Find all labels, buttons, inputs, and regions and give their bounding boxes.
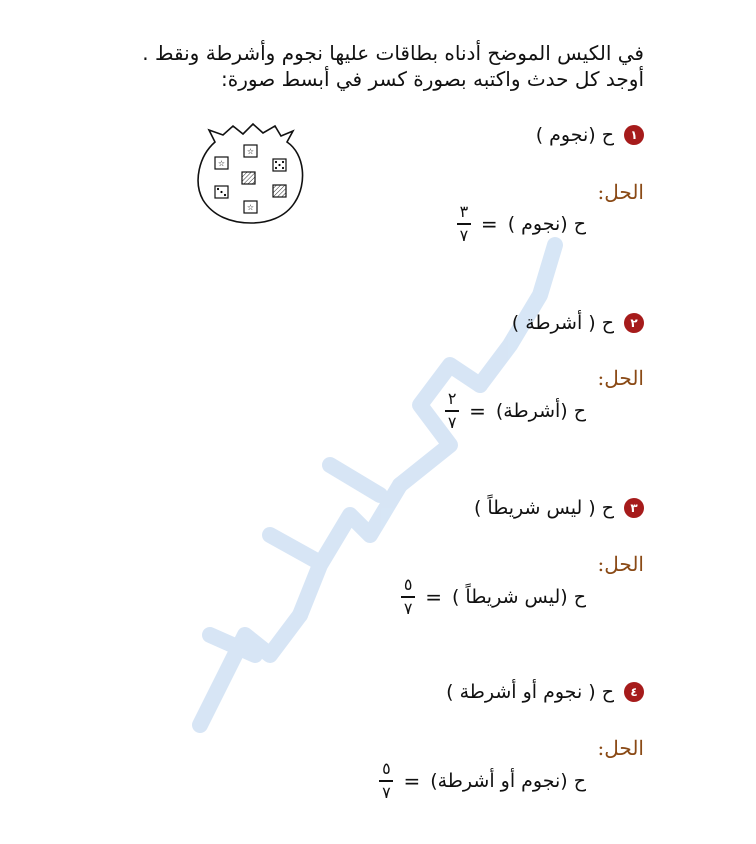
card-stripe-1 xyxy=(242,172,255,184)
fraction-bar xyxy=(445,410,459,412)
question-text: ح ( نجوم أو أشرطة ) xyxy=(446,681,614,703)
fraction-denominator: ٧ xyxy=(403,599,413,618)
fraction-numerator: ٣ xyxy=(459,202,469,221)
answer-3 xyxy=(401,576,586,618)
question-text: ح (نجوم ) xyxy=(535,124,614,146)
solution-label: الحل: xyxy=(597,552,644,576)
question-number-badge: ٣ xyxy=(624,498,644,518)
equals-sign: = xyxy=(480,212,498,236)
equals-sign: = xyxy=(469,399,486,423)
question-2 xyxy=(512,312,644,334)
fraction xyxy=(401,576,415,618)
card-dots-2 xyxy=(215,186,228,198)
question-text: ح ( ليس شريطاً ) xyxy=(473,497,614,519)
intro-line-2: أوجد كل حدث واكتبه بصورة كسر في أبسط صورة: xyxy=(221,67,644,91)
fraction-bar xyxy=(457,223,471,225)
fraction-bar xyxy=(401,596,415,598)
fraction-bar xyxy=(379,780,393,782)
question-number-badge: ١ xyxy=(624,125,644,145)
fraction-numerator: ٢ xyxy=(447,389,457,408)
answer-expression: ح (أشرطة) xyxy=(495,400,586,422)
svg-text:☆: ☆ xyxy=(246,203,255,212)
fraction-numerator: ٥ xyxy=(382,759,391,778)
question-1 xyxy=(536,124,644,146)
answer-expression: ح (ليس شريطاً ) xyxy=(451,586,586,608)
question-number-badge: ٤ xyxy=(624,682,644,702)
solution-label: الحل: xyxy=(597,180,644,204)
answer-expression: ح (نجوم أو أشرطة) xyxy=(430,770,586,792)
question-4 xyxy=(446,681,644,703)
card-star-2 xyxy=(244,145,257,157)
answer-4 xyxy=(379,760,586,802)
svg-text:☆: ☆ xyxy=(246,147,255,156)
question-3 xyxy=(474,497,644,519)
fraction xyxy=(379,760,393,802)
fraction-denominator: ٧ xyxy=(447,413,457,432)
fraction xyxy=(457,203,471,245)
svg-text:☆: ☆ xyxy=(217,159,226,168)
answer-2 xyxy=(445,390,586,432)
solution-label: الحل: xyxy=(597,736,644,760)
answer-expression: ح (نجوم ) xyxy=(507,213,586,235)
card-star-3 xyxy=(244,201,257,213)
fraction-denominator: ٧ xyxy=(459,226,469,245)
fraction-numerator: ٥ xyxy=(403,575,413,594)
equals-sign: = xyxy=(403,769,421,793)
fraction xyxy=(445,390,459,432)
question-text: ح ( أشرطة ) xyxy=(511,312,614,334)
bag-illustration xyxy=(195,122,307,224)
solution-label: الحل: xyxy=(597,366,644,390)
equals-sign: = xyxy=(425,585,442,609)
card-stripe-2 xyxy=(273,185,286,197)
answer-1 xyxy=(457,203,586,245)
fraction-denominator: ٧ xyxy=(382,783,391,802)
card-star-1 xyxy=(215,157,228,169)
card-dots-1 xyxy=(273,159,286,171)
question-number-badge: ٢ xyxy=(624,313,644,333)
intro-line-1: في الكيس الموضح أدناه بطاقات عليها نجوم وأشرطة ونقط . xyxy=(142,41,644,65)
